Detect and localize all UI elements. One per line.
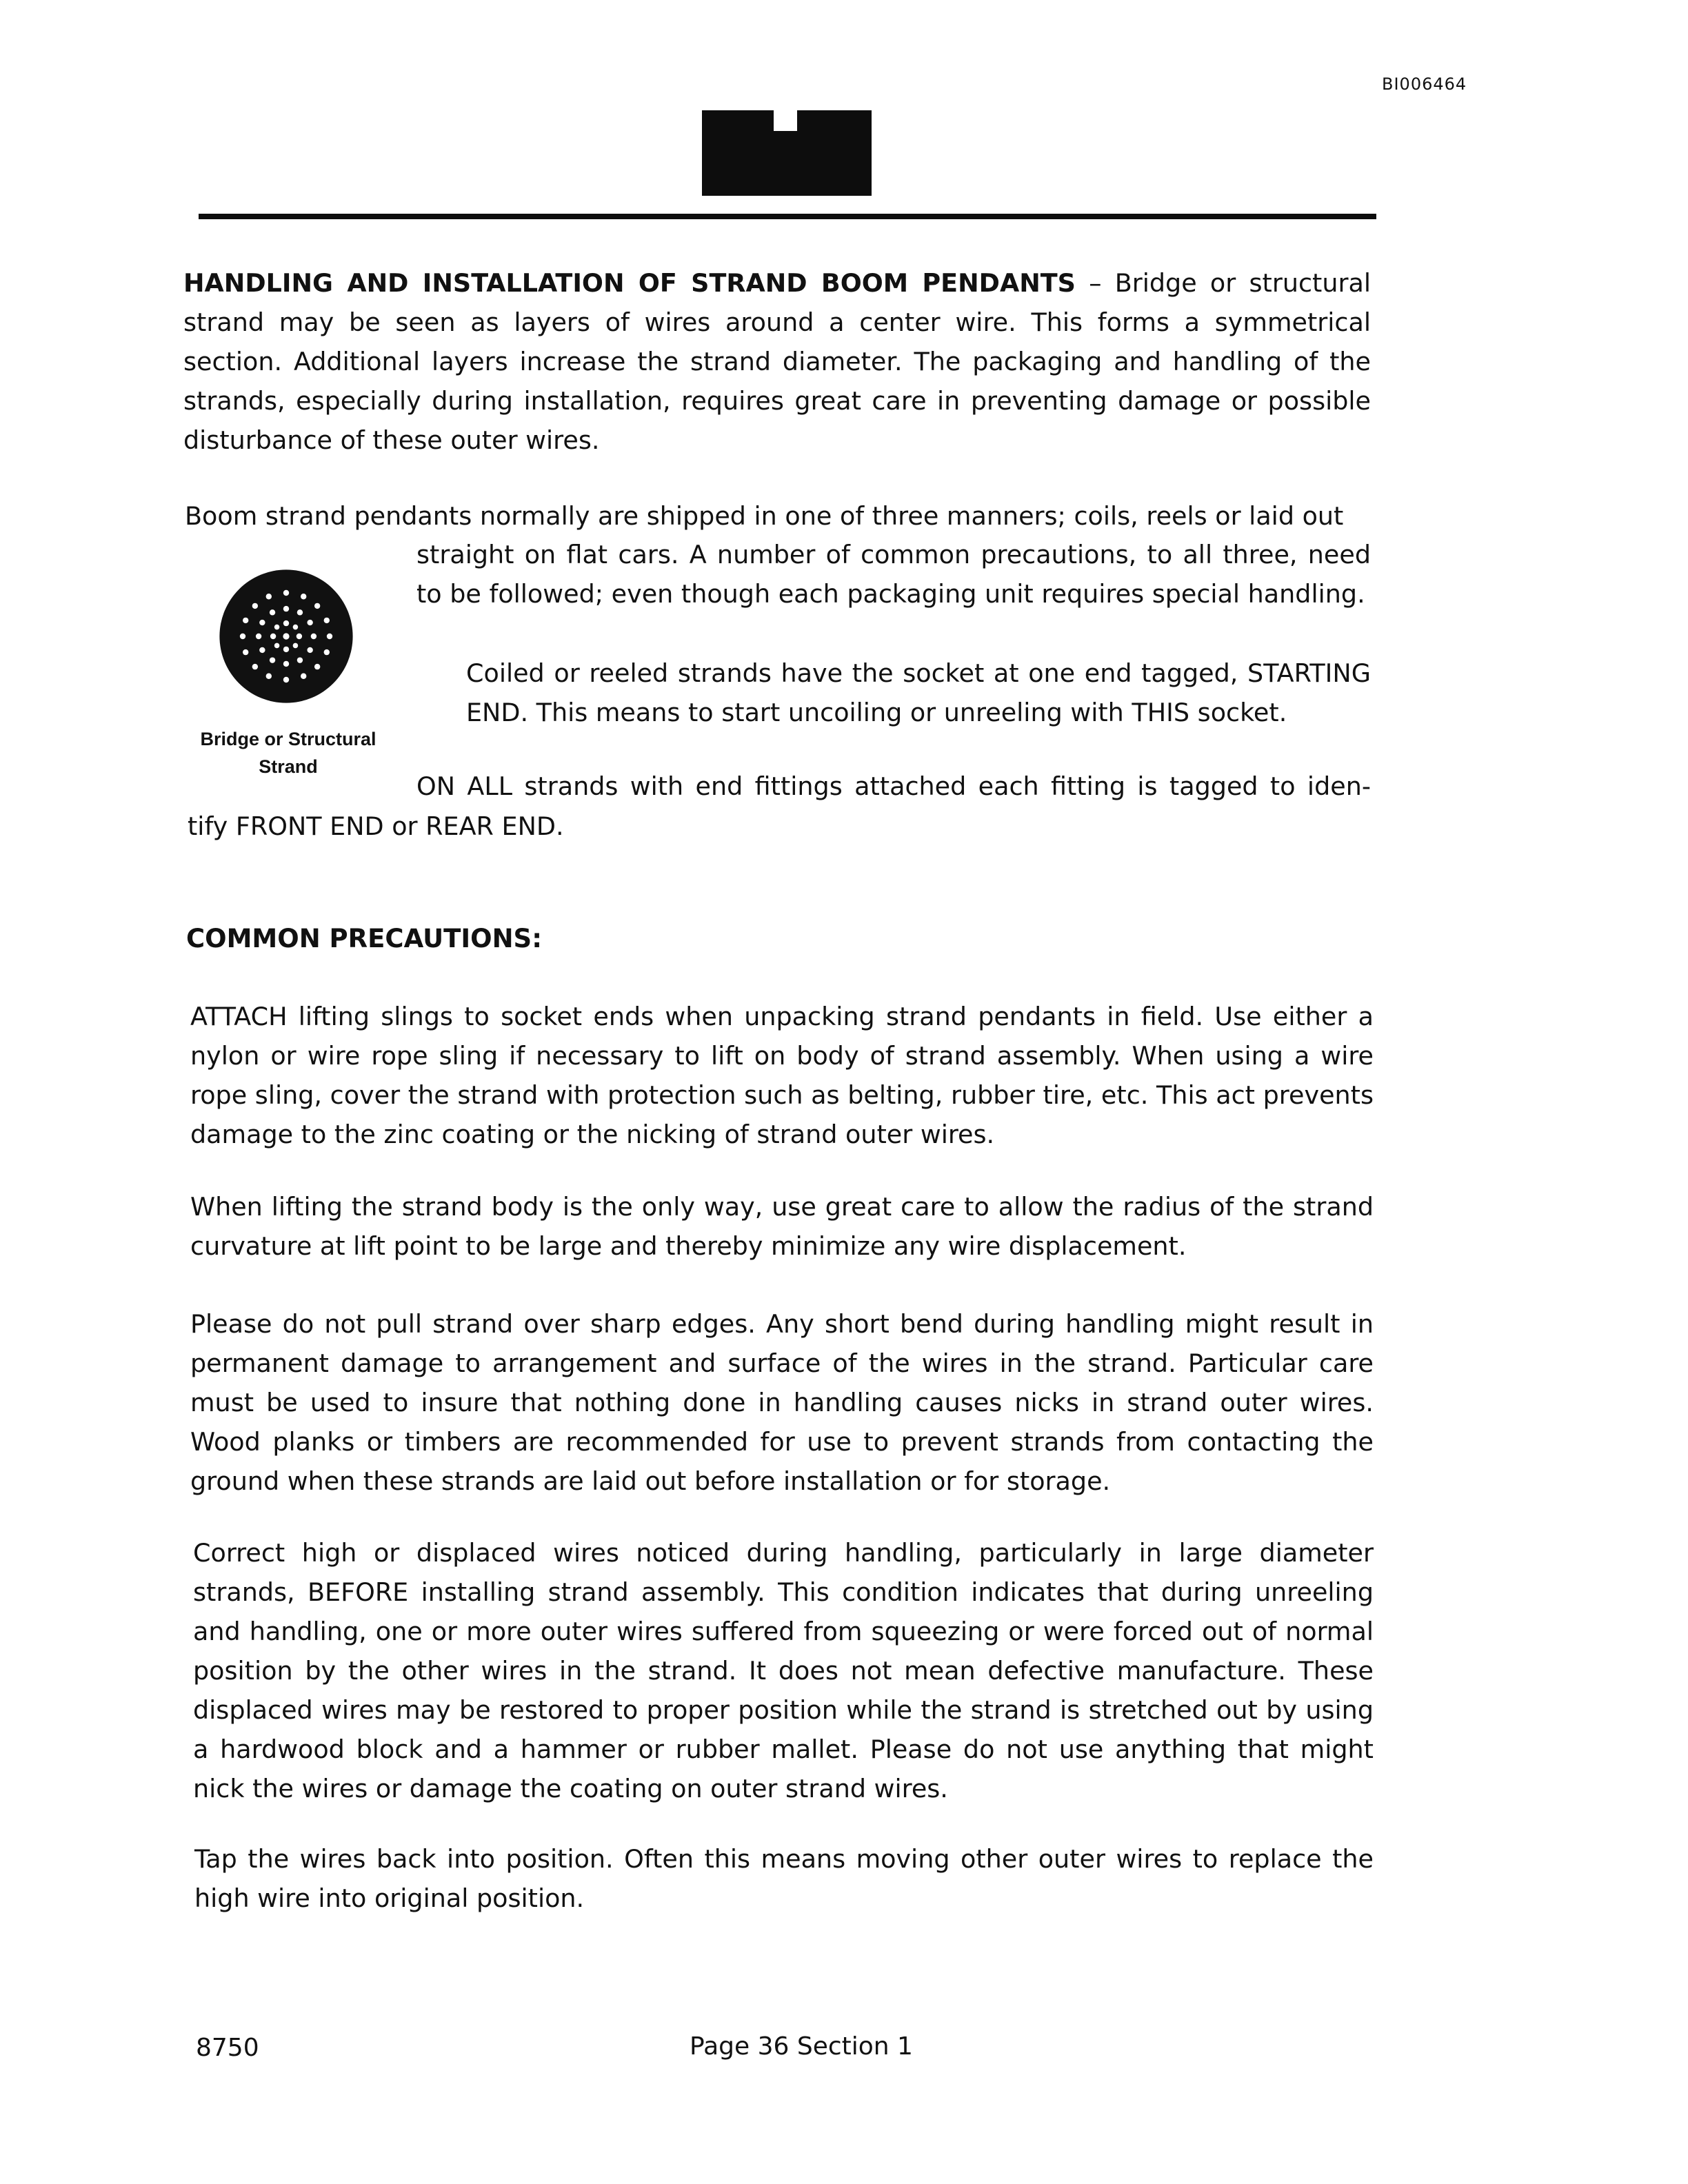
- tap-paragraph: Tap the wires back into position. Often this means moving other outer wires to replace the high wire into original position.: [194, 1844, 1374, 1913]
- correct-paragraph: Correct high or displaced wires noticed during handling, particularly in large diameter strands, BEFORE installing strand assembly. This condition indicates that during unreeling and handling, one or more outer wires suffered from squeezing or were forced out of normal position by the other wires in the strand. It does not mean defective manufacture. These displaced wires may be restored to proper position while the strand is stretched out by using a hardwood block and a hammer or rubber mallet. Please do not use anything that might nick the wires or damage the coating on outer strand wires.: [193, 1538, 1374, 1803]
- figure-caption-line2: Strand: [259, 756, 318, 777]
- footer-page-number: Page 36 Section 1: [690, 2032, 913, 2061]
- logo-notch: [774, 110, 797, 131]
- strand-cross-section-icon: [214, 564, 359, 709]
- footer-model-number: 8750: [196, 2034, 259, 2062]
- all-strands-line2: tify FRONT END or REAR END.: [188, 811, 564, 841]
- figure-caption-line1: Bridge or Structural: [200, 729, 376, 749]
- header-rule: [199, 214, 1376, 219]
- attach-paragraph: ATTACH lifting slings to socket ends when unpacking strand pendants in field. Use either a nylon or wire rope sling if necessary to lift on body of strand assembly. When using a wire rope sling, cover the strand with protection such as belting, rubber tire, etc. This act prevents damage to the zinc coating or the nicking of strand outer wires.: [190, 1002, 1374, 1149]
- common-precautions-heading: COMMON PRECAUTIONS:: [186, 924, 542, 953]
- all-strands-line1: ON ALL strands with end fittings attached each fitting is tagged to iden-: [416, 771, 1371, 801]
- handling-paragraph: Please do not pull strand over sharp edges. Any short bend during handling might result in permanent damage to arrangement and surface of the wires in the strand. Particular care must be used to insure that nothing done in handling causes nicks in strand outer wires. Wood planks or timbers are recommended for use to prevent strands from contacting the ground when these strands are laid out before installation or for storage.: [190, 1309, 1374, 1496]
- shipping-continued: straight on flat cars. A number of common precautions, to all three, need to be followed; even though each packaging unit requires special handling.: [416, 540, 1371, 609]
- section-title: HANDLING AND INSTALLATION OF STRAND BOOM PENDANTS: [183, 268, 1076, 298]
- document-id: BI006464: [1382, 74, 1467, 94]
- lifting-paragraph: When lifting the strand body is the only way, use great care to allow the radius of the strand curvature at lift point to be large and thereby minimize any wire displacement.: [190, 1192, 1374, 1261]
- intro-paragraph: [183, 263, 1371, 460]
- figure-caption: [186, 725, 390, 780]
- intro-body: – Bridge or structural strand may be seen as layers of wires around a center wire. This forms a symmetrical section. Additional layers increase the strand diameter. The packaging and handling of the strands, especially during installation, requires great care in preventing damage or possible disturbance of these outer wires.: [183, 268, 1371, 455]
- shipping-lead: Boom strand pendants normally are shipped in one of three manners; coils, reels or laid out: [185, 501, 1344, 531]
- company-logo: [702, 110, 872, 196]
- coiled-paragraph: Coiled or reeled strands have the socket at one end tagged, STARTING END. This means to start uncoiling or unreeling with THIS socket.: [466, 658, 1371, 727]
